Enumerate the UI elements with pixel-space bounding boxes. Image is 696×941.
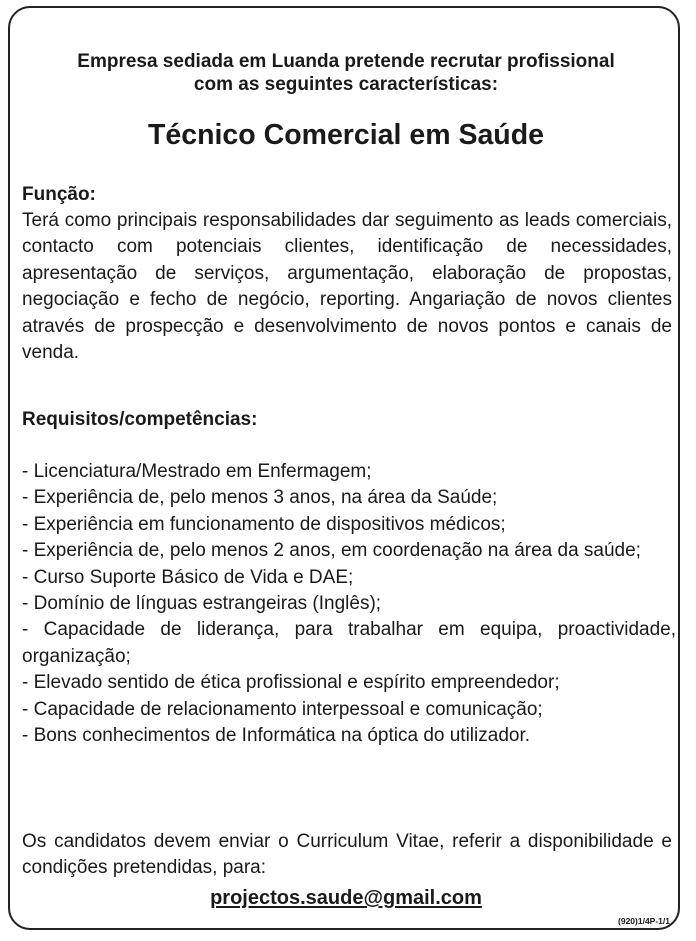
requirement-item: - Experiência de, pelo menos 3 anos, na área da Saúde;: [22, 487, 498, 509]
requirements-list: [22, 459, 676, 749]
requirement-item: - Licenciatura/Mestrado em Enfermagem;: [22, 461, 372, 482]
intro-text: [20, 50, 672, 96]
intro-line-2: com as seguintes características:: [193, 74, 499, 95]
requirement-item: - Bons conhecimentos de Informática na óptica do utilizador.: [22, 725, 531, 747]
application-instructions: Os candidatos devem enviar o Curriculum Vitae, referir a disponibilidade e condições pretendidas, para:: [22, 831, 672, 879]
requirement-item: - Experiência de, pelo menos 2 anos, em coordenação na área da saúde;: [22, 540, 641, 562]
function-heading: Função:: [22, 184, 96, 205]
requirement-item: - Experiência em funcionamento de dispositivos médicos;: [22, 513, 506, 535]
function-description: Terá como principais responsabilidades dar seguimento as leads comerciais, contacto com potenciais clientes, identificação de necessidades, apresentação de serviços, argumentação, elaboração de propostas, negociação e fecho de negócio, reporting. Angariação de novos clientes através de prospecção e desenvolvimento de novos pontos e canais de venda.: [22, 210, 672, 364]
requirement-item: - Capacidade de liderança, para trabalhar em equipa, proactividade, organização;: [22, 619, 676, 667]
requirement-item: - Elevado sentido de ética profissional e espírito empreendedor;: [22, 672, 560, 694]
contact-email-link[interactable]: projectos.saude@gmail.com: [210, 887, 482, 909]
requirement-item: - Capacidade de relacionamento interpessoal e comunicação;: [22, 698, 543, 720]
requirement-item: - Curso Suporte Básico de Vida e DAE;: [22, 566, 354, 588]
intro-line-1: Empresa sediada em Luanda pretende recrutar profissional: [77, 51, 615, 72]
job-title: Técnico Comercial em Saúde: [148, 119, 544, 151]
requirement-item: - Domínio de línguas estrangeiras (Inglês);: [22, 593, 382, 615]
ad-reference-code: (920)1/4P-1/1: [618, 916, 670, 926]
requirements-heading: Requisitos/competências:: [22, 409, 258, 430]
